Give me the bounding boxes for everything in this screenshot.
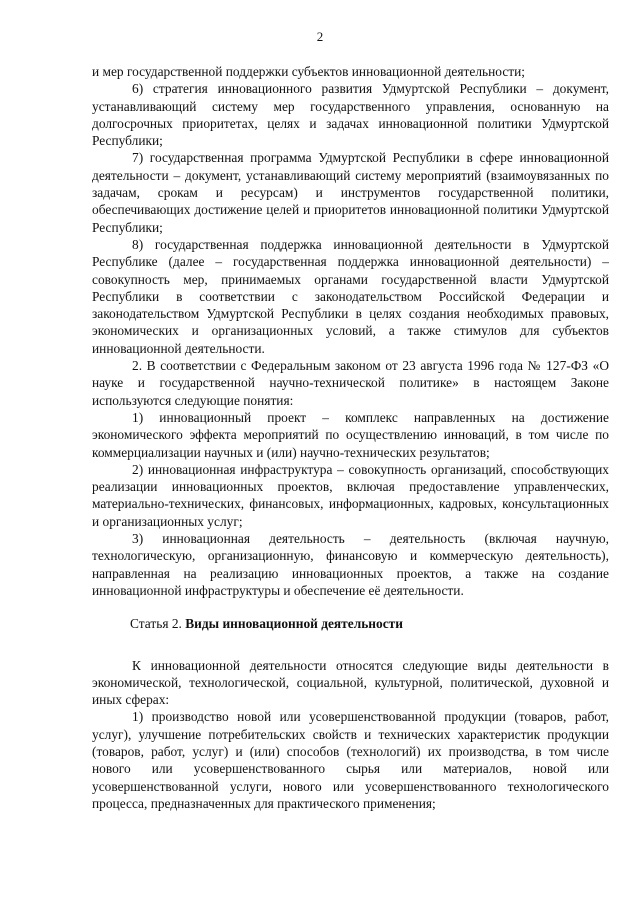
paragraph: и мер государственной поддержки субъектов инновационной деятельности; [92,64,525,79]
paragraph: 7) государственная программа Удмуртской Республики в сфере инновационной деятельности – документ, устанавливающий систему мероприятий (взаимоувязанных по задачам, срокам и ресурсам) и инструментов государственной политики, обеспечивающих достижение целей и приоритетов инновационной политики Удмуртской Республики; [92,150,609,235]
paragraph: 1) производство новой или усовершенствованной продукции (товаров, работ, услуг), улучшение потребительских свойств и технических характеристик продукции (товаров, работ, услуг) и (или) способов (технологий) их производства, в том числе нового или усовершенствованного сырья или материалов, новой или усовершенствованной услуги, нового или усовершенствованного технологического процесса, предназначенных для практического применения; [92,709,609,811]
paragraph: 8) государственная поддержка инновационной деятельности в Удмуртской Республике (далее – государственная поддержка инновационной деятельности) – совокупность мер, принимаемых органами государственной власти Удмуртской Республики в соответствии с законодательством Российской Федерации и законодательством Удмуртской Республики в целях создания необходимых правовых, экономических и организационных условий, а также стимулов для субъектов инновационной деятельности. [92,236,609,356]
article-number: Статья 2. [130,616,186,632]
paragraph: 3) инновационная деятельность – деятельность (включая научную, технологическую, организационную, финансовую и коммерческую деятельность), направленная на реализацию инновационных проектов, а также на создание инновационной инфраструктуры и обеспечение её деятельности. [92,531,609,598]
article-heading [92,615,609,632]
paragraph: 2. В соответствии с Федеральным законом от 23 августа 1996 года № 127-ФЗ «О науке и государственной научно-технической политике» в настоящем Законе используются следующие понятия: [92,358,609,408]
paragraph: 6) стратегия инновационного развития Удмуртской Республики – документ, устанавливающий систему мер государственного управления, основанную на долгосрочных приоритетах, целях и задачах инновационной политики Удмуртской Республики; [92,81,609,149]
document-body [92,63,609,812]
paragraph: 2) инновационная инфраструктура – совокупность организаций, способствующих реализации инновационных проектов, включая предоставление управленческих, материально-технических, финансовых, информационных, кадровых, консультационных и организационных услуг; [92,461,609,529]
page-number: 2 [316,29,324,44]
paragraph: К инновационной деятельности относятся следующие виды деятельности в экономической, технологической, социальной, культурной, политической, духовной и иных сферах: [92,657,609,708]
article-title: Виды инновационной деятельности [185,616,403,632]
paragraph: 1) инновационный проект – комплекс направленных на достижение экономического эффекта мероприятий по осуществлению инноваций, в том числе по коммерциализации научных и (или) научно-технических результатов; [92,409,609,460]
